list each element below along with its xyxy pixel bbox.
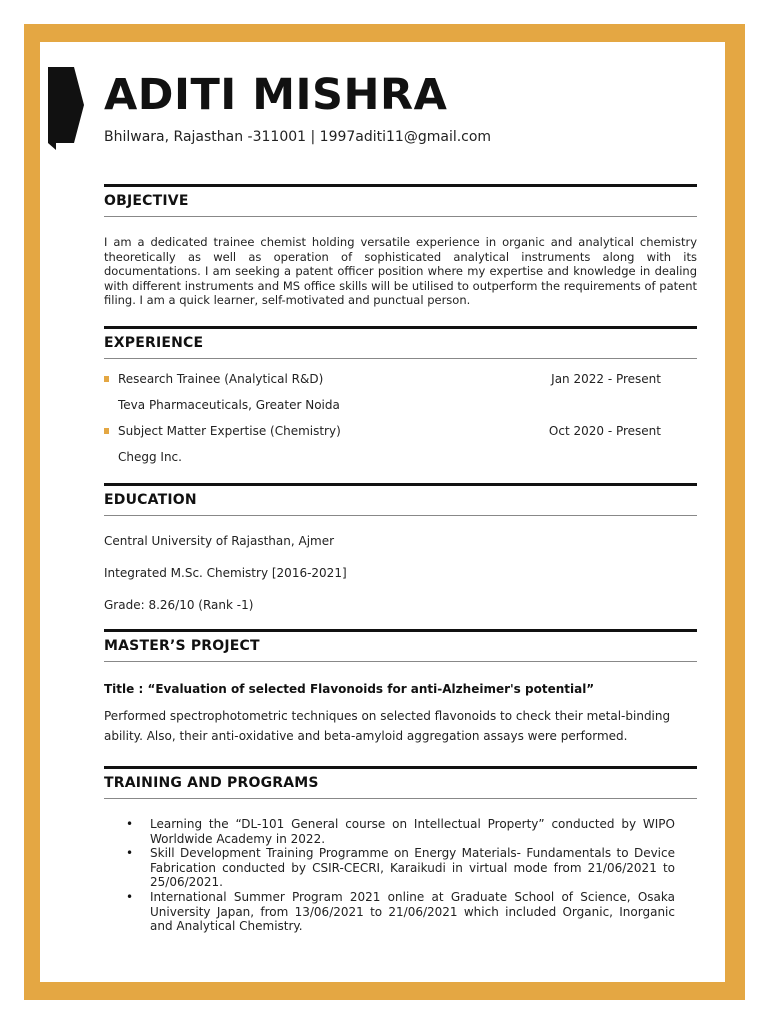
project-title: Title : “Evaluation of selected Flavonoids for anti-Alzheimer's potential” — [104, 682, 595, 696]
job-date: Oct 2020 - Present — [548, 424, 661, 438]
candidate-name: ADITI MISHRA — [104, 70, 448, 120]
square-bullet-icon — [104, 428, 109, 434]
experience-org-row — [104, 397, 697, 423]
training-heading: TRAINING AND PROGRAMS — [104, 766, 697, 799]
experience-item — [104, 423, 697, 449]
job-date: Jan 2022 - Present — [551, 372, 661, 386]
education-institution: Central University of Rajasthan, Ajmer — [104, 534, 335, 548]
list-item: • International Summer Program 2021 online at Graduate School of Science, Osaka University Japan, from 13/06/2021 to 21/06/2021 which included Organic, Inorganic and Analytical Chemistry. — [150, 890, 675, 934]
objective-heading: OBJECTIVE — [104, 184, 697, 217]
list-item: • Skill Development Training Programme on Energy Materials- Fundamentals to Device Fabrication conducted by CSIR-CECRI, Karaikudi in virtual mode from 21/06/2021 to 25/06/2021. — [150, 846, 675, 890]
project-heading: MASTER’S PROJECT — [104, 629, 697, 662]
objective-text: I am a dedicated trainee chemist holding versatile experience in organic and analytical chemistry theoretically as well as operation of sophisticated analytical instruments along with its documentations. I am seeking a patent officer position where my expertise and knowledge in dealing with different instruments and MS office skills will be utilised to outperform the requirements of patent filing. I am a quick learner, self-motivated and punctual person. — [104, 235, 697, 308]
contact-line: Bhilwara, Rajasthan -311001 | 1997aditi11@gmail.com — [104, 129, 492, 145]
project-section — [104, 629, 697, 746]
job-title: Research Trainee (Analytical R&D) — [118, 372, 324, 386]
objective-section — [104, 184, 697, 308]
project-description: Performed spectrophotometric techniques on selected flavonoids to check their metal-binding ability. Also, their anti-oxidative and beta-amyloid aggregation assays were performed. — [104, 709, 671, 743]
education-section — [104, 483, 697, 629]
job-title: Subject Matter Expertise (Chemistry) — [118, 424, 341, 438]
job-organization: Chegg Inc. — [118, 450, 182, 464]
experience-org-row — [104, 449, 697, 475]
experience-section — [104, 326, 697, 475]
job-organization: Teva Pharmaceuticals, Greater Noida — [118, 398, 340, 412]
experience-item — [104, 371, 697, 397]
square-bullet-icon — [104, 376, 109, 382]
education-grade: Grade: 8.26/10 (Rank -1) — [104, 598, 254, 612]
resume-page — [40, 42, 725, 982]
training-section — [104, 766, 697, 934]
page-border — [24, 24, 745, 1000]
education-heading: EDUCATION — [104, 483, 697, 516]
header-flag-shape — [48, 67, 84, 150]
training-list — [104, 817, 675, 934]
education-degree: Integrated M.Sc. Chemistry [2016-2021] — [104, 566, 347, 580]
list-item: • Learning the “DL-101 General course on Intellectual Property” conducted by WIPO Worldwide Academy in 2022. — [150, 817, 675, 846]
experience-heading: EXPERIENCE — [104, 326, 697, 359]
